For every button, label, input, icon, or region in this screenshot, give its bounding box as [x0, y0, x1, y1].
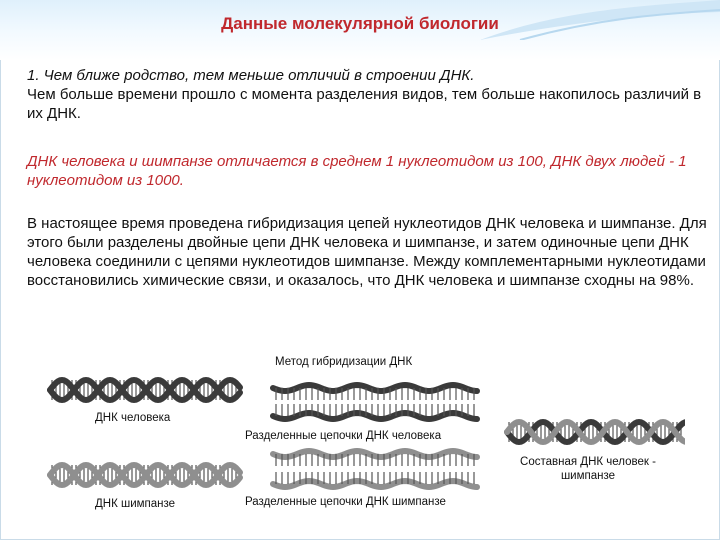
figure-title: Метод гибридизации ДНК: [275, 356, 413, 368]
human-dna-helix-icon: [50, 380, 240, 400]
split-human-strands-icon: [273, 385, 477, 419]
point-1-heading: 1. Чем ближе родство, тем меньше отличий в строении ДНК.: [27, 67, 475, 84]
hybridization-paragraph: В настоящее время проведена гибридизация цепей нуклеотидов ДНК человека и шимпанзе. Для этого были разделены двойные цепи ДНК человека и шимпанзе, и затем одиночные цепи ДНК человека соединили с цепями нуклеотидов шимпанзе. Между комплементарными нуклеотидами восстановились химические связи, и оказалось, что ДНК человека и шимпанзе сходны на 98%.: [27, 215, 707, 289]
label-split-human: Разделенные цепочки ДНК человека: [245, 430, 442, 442]
dna-hybridization-figure: [45, 350, 685, 520]
label-hybrid-line1: Составная ДНК человек -: [520, 456, 656, 468]
chimp-dna-helix-icon: [50, 465, 240, 485]
label-hybrid-line2: шимпанзе: [560, 470, 616, 482]
highlighted-fact: ДНК человека и шимпанзе отличается в среднем 1 нуклеотидом из 100, ДНК двух людей - 1 нуклеотидом из 1000.: [27, 153, 687, 189]
label-human-dna: ДНК человека: [95, 412, 171, 424]
label-chimp-dna: ДНК шимпанзе: [95, 498, 176, 510]
hybrid-dna-helix-icon: [507, 422, 685, 442]
split-chimp-strands-icon: [273, 451, 477, 487]
label-split-chimp: Разделенные цепочки ДНК шимпанзе: [245, 496, 446, 508]
slide-title: Данные молекулярной биологии: [221, 14, 499, 33]
point-1-text: Чем больше времени прошло с момента разделения видов, тем больше накопилось различий в их ДНК.: [27, 86, 702, 122]
